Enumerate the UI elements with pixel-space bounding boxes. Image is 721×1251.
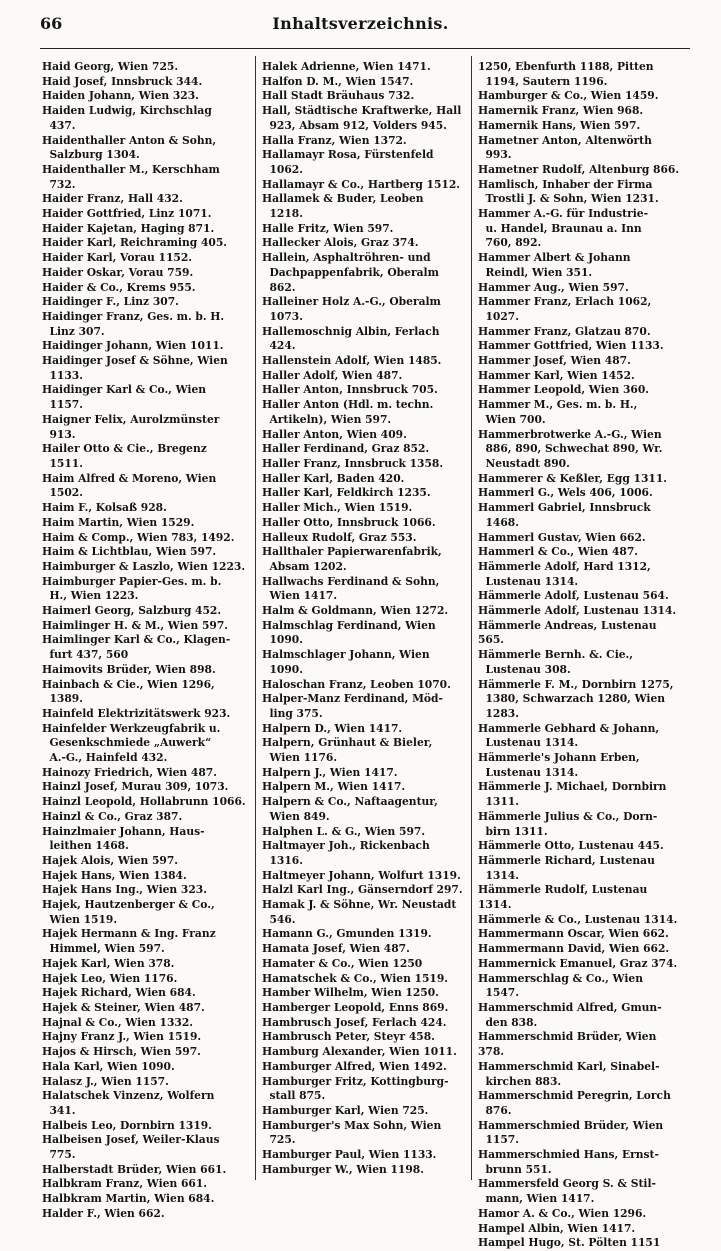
index-entry: Haller Otto, Innsbruck 1066.	[262, 515, 436, 529]
index-entry: Hamak J. & Söhne, Wr. Neustadt 546.	[262, 898, 457, 926]
index-entry: Hajek Hermann & Ing. Franz Himmel, Wien 597.	[42, 927, 216, 956]
index-entry: Halbeis Leo, Dornbirn 1319.	[42, 1118, 212, 1132]
index-entry: Haimerl Georg, Salzburg 452.	[42, 604, 222, 618]
page-number: 66	[40, 14, 63, 33]
header-rule	[40, 48, 690, 49]
index-entry: Haim & Lichtblau, Wien 597.	[42, 545, 217, 559]
index-entry: Halder F., Wien 662.	[42, 1206, 165, 1220]
index-entry: Hamernik Hans, Wien 597.	[478, 118, 641, 132]
index-entry: Hammerle Gebhard & Johann, Lustenau 1314.	[478, 721, 660, 750]
index-entry: Haider Karl, Reichraming 405.	[42, 236, 227, 250]
index-entry: Hammerl Gustav, Wien 662.	[478, 530, 646, 544]
index-entry: Hambrusch Peter, Steyr 458.	[262, 1030, 435, 1044]
index-entry: Hallecker Alois, Graz 374.	[262, 236, 419, 250]
index-entry: Halphen L. & G., Wien 597.	[262, 824, 426, 838]
index-entry: Hamber Wilhelm, Wien 1250.	[262, 986, 439, 1000]
index-entry: Haller Anton, Innsbruck 705.	[262, 383, 438, 397]
index-entry: Hamata Josef, Wien 487.	[262, 942, 410, 956]
index-entry: Hammer Aug., Wien 597.	[478, 280, 629, 294]
index-entry: Halleiner Holz A.-G., Oberalm 1073.	[262, 295, 441, 323]
index-entry: Hammer M., Ges. m. b. H., Wien 700.	[478, 398, 638, 426]
index-column-1	[42, 60, 248, 1222]
index-entry: Haimovits Brüder, Wien 898.	[42, 662, 216, 676]
index-entry: Haider Oskar, Vorau 759.	[42, 265, 194, 279]
index-entry: Haller Mich., Wien 1519.	[262, 501, 413, 515]
index-entry: Hallthaler Papierwarenfabrik, Absam 1202.	[262, 545, 442, 573]
index-entry: Hammerl Gabriel, Innsbruck 1468.	[478, 501, 651, 529]
index-entry: Hammerschmid Alfred, Gmun- den 838.	[478, 1001, 662, 1029]
column-divider-2	[471, 56, 472, 1180]
index-entry: Haloschan Franz, Leoben 1070.	[262, 677, 451, 691]
index-entry: Haller Ferdinand, Graz 852.	[262, 442, 430, 456]
index-entry: Hämmerle & Co., Lustenau 1314.	[478, 912, 678, 926]
index-entry: Hammerschmid Peregrin, Lorch 876.	[478, 1089, 671, 1117]
index-entry: Halzl Karl Ing., Gänserndorf 297.	[262, 883, 463, 897]
index-entry: Halm & Goldmann, Wien 1272.	[262, 604, 449, 618]
index-entry: Hammer Leopold, Wien 360.	[478, 383, 650, 397]
index-entry: Hajnal & Co., Wien 1332.	[42, 1015, 193, 1029]
index-entry: Haimlinger Karl & Co., Klagen- furt 437, 560	[42, 633, 231, 662]
index-entry: Hametner Anton, Altenwörth 993.	[478, 133, 652, 162]
index-entry: Hainfeld Elektrizitätswerk 923.	[42, 706, 231, 720]
index-entry: Hammermann Oscar, Wien 662.	[478, 927, 669, 941]
index-entry: Hammerschmid Brüder, Wien 378.	[478, 1030, 661, 1059]
index-entry: Hämmerle F. M., Dornbirn 1275, 1380, Schwarzach 1280, Wien 1283.	[478, 677, 674, 720]
index-entry: Hajek & Steiner, Wien 487.	[42, 1001, 205, 1014]
index-entry: Haigner Felix, Aurolzmünster 913.	[42, 412, 220, 441]
index-entry: Haider Gottfried, Linz 1071.	[42, 207, 212, 221]
index-entry: Halbkram Martin, Wien 684.	[42, 1192, 215, 1206]
index-entry: Haidenthaller Anton & Sohn, Salzburg 1304.	[42, 133, 217, 162]
index-entry: Hainzl & Co., Graz 387.	[42, 809, 183, 823]
index-entry: Haider Karl, Vorau 1152.	[42, 251, 193, 265]
index-entry: Hampel Hugo, St. Pölten 1151	[478, 1236, 661, 1250]
index-entry: Halpern & Co., Naftaagentur, Wien 849.	[262, 795, 438, 823]
index-entry: Hämmerle Richard, Lustenau 1314.	[478, 853, 655, 882]
index-entry: Hämmerle Otto, Lustenau 445.	[478, 839, 664, 853]
index-column-2	[262, 60, 468, 1177]
index-entry: Haller Karl, Baden 420.	[262, 471, 405, 485]
index-entry: Hainbach & Cie., Wien 1296, 1389.	[42, 677, 215, 706]
index-entry: Haider Franz, Hall 432.	[42, 192, 183, 206]
index-entry: Hammerschmid Karl, Sinabel- kirchen 883.	[478, 1059, 660, 1088]
index-entry: Hall, Städtische Kraftwerke, Hall 923, Absam 912, Volders 945.	[262, 104, 462, 132]
index-entry: Haidinger Karl & Co., Wien 1157.	[42, 383, 207, 412]
index-entry: Hämmerle Adolf, Lustenau 564.	[478, 589, 669, 603]
index-entry: Hajos & Hirsch, Wien 597.	[42, 1045, 201, 1059]
index-entry: Hallenstein Adolf, Wien 1485.	[262, 354, 442, 368]
index-entry: Hajek Hans Ing., Wien 323.	[42, 883, 207, 897]
index-entry: Hämmerle's Johann Erben, Lustenau 1314.	[478, 751, 640, 779]
index-entry: Hampel Albin, Wien 1417.	[478, 1221, 636, 1235]
index-entry: Hammerer & Keßler, Egg 1311.	[478, 471, 667, 485]
index-entry: Halpern, Grünhaut & Bieler, Wien 1176.	[262, 736, 433, 765]
index-entry: Hajek Leo, Wien 1176.	[42, 971, 178, 985]
index-entry: Haiden Ludwig, Kirchschlag 437.	[42, 104, 212, 132]
index-entry: Haiden Johann, Wien 323.	[42, 89, 199, 103]
index-entry: Haider Kajetan, Haging 871.	[42, 221, 215, 235]
index-entry: Hämmerle Adolf, Lustenau 1314.	[478, 604, 677, 618]
index-entry: Halmschlag Ferdinand, Wien 1090.	[262, 618, 436, 647]
index-entry: Hala Karl, Wien 1090.	[42, 1059, 175, 1073]
index-entry: Hamburg Alexander, Wien 1011.	[262, 1045, 457, 1059]
index-entry: Hamburger Paul, Wien 1133.	[262, 1148, 437, 1162]
index-entry: Hamburger & Co., Wien 1459.	[478, 89, 659, 103]
index-entry: Hammer Gottfried, Wien 1133.	[478, 339, 664, 353]
index-entry: Hämmerle J. Michael, Dornbirn 1311.	[478, 780, 667, 809]
index-entry: Halasz J., Wien 1157.	[42, 1074, 169, 1088]
index-entry: Hallwachs Ferdinand & Sohn, Wien 1417.	[262, 574, 440, 603]
index-entry: Hajek Alois, Wien 597.	[42, 853, 179, 867]
index-entry: Halla Franz, Wien 1372.	[262, 133, 407, 147]
index-entry: Hammernick Emanuel, Graz 374.	[478, 956, 678, 970]
index-entry: Hammermann David, Wien 662.	[478, 942, 670, 956]
index-entry: Haimburger Papier-Ges. m. b. H., Wien 1223.	[42, 574, 222, 603]
index-entry: Hamernik Franz, Wien 968.	[478, 104, 644, 118]
index-entry: Hainzl Josef, Murau 309, 1073.	[42, 780, 229, 794]
index-entry: Hämmerle Julius & Co., Dorn- birn 1311.	[478, 809, 658, 838]
index-entry: Haller Adolf, Wien 487.	[262, 368, 403, 382]
index-entry: Hajek Hans, Wien 1384.	[42, 868, 187, 882]
index-entry: Hammer Josef, Wien 487.	[478, 354, 631, 368]
index-entry: Halpern M., Wien 1417.	[262, 780, 406, 794]
index-entry: Hammerbrotwerke A.-G., Wien 886, 890, Schwechat 890, Wr. Neustadt 890.	[478, 427, 663, 470]
index-entry: Haidenthaller M., Kerschham 732.	[42, 162, 220, 191]
index-entry: Haid Georg, Wien 725.	[42, 60, 179, 73]
index-entry: Hammer Franz, Erlach 1062, 1027.	[478, 295, 652, 323]
index-entry: Hamburger Alfred, Wien 1492.	[262, 1059, 447, 1073]
index-entry: Hammer Karl, Wien 1452.	[478, 368, 635, 382]
index-entry: Hämmerle Adolf, Hard 1312, Lustenau 1314.	[478, 559, 651, 588]
index-entry: Haltmayer Joh., Rickenbach 1316.	[262, 839, 430, 867]
index-entry: Hammersfeld Georg S. & Stil- mann, Wien 1417.	[478, 1177, 656, 1206]
index-entry: Haller Anton (Hdl. m. techn. Artikeln), Wien 597.	[262, 398, 434, 426]
index-entry: Hammer Albert & Johann Reindl, Wien 351.	[478, 251, 631, 279]
index-entry: Haidinger F., Linz 307.	[42, 295, 179, 309]
index-entry: Hamor A. & Co., Wien 1296.	[478, 1206, 647, 1220]
index-entry: Haim Alfred & Moreno, Wien 1502.	[42, 471, 217, 500]
index-entry: Haidinger Josef & Söhne, Wien 1133.	[42, 354, 228, 382]
index-entry: Hamburger Karl, Wien 725.	[262, 1103, 429, 1117]
index-entry: Haimlinger H. & M., Wien 597.	[42, 618, 229, 632]
index-entry: Hammerschmied Hans, Ernst- brunn 551.	[478, 1148, 659, 1176]
index-entry: Haimburger & Laszlo, Wien 1223.	[42, 559, 246, 573]
index-entry: Hajek, Hautzenberger & Co., Wien 1519.	[42, 898, 215, 926]
index-entry: Hallamayr Rosa, Fürstenfeld 1062.	[262, 148, 434, 176]
index-entry: Halleux Rudolf, Graz 553.	[262, 530, 417, 544]
index-entry: Haid Josef, Innsbruck 344.	[42, 74, 203, 88]
index-entry: Haller Franz, Innsbruck 1358.	[262, 456, 444, 470]
index-entry: Hainzl Leopold, Hollabrunn 1066.	[42, 795, 246, 809]
index-entry: Hallein, Asphaltröhren- und Dachpappenfabrik, Oberalm 862.	[262, 251, 439, 294]
index-entry: Halle Fritz, Wien 597.	[262, 221, 394, 235]
index-entry: Halpern D., Wien 1417.	[262, 721, 403, 735]
index-entry: Hammerschmied Brüder, Wien 1157.	[478, 1118, 664, 1147]
index-entry: Hämmerle Rudolf, Lustenau 1314.	[478, 883, 652, 912]
index-entry: Haller Karl, Feldkirch 1235.	[262, 486, 431, 500]
index-entry: Hammerl G., Wels 406, 1006.	[478, 486, 653, 500]
index-entry: Haidinger Franz, Ges. m. b. H. Linz 307.	[42, 309, 225, 338]
index-entry: Hammer A.-G. für Industrie- u. Handel, Braunau a. Inn 760, 892.	[478, 207, 649, 250]
index-entry: Haidinger Johann, Wien 1011.	[42, 339, 224, 353]
index-entry: Haim F., Kolsaß 928.	[42, 501, 167, 515]
index-entry: Halek Adrienne, Wien 1471.	[262, 60, 431, 73]
index-entry: Hamlisch, Inhaber der Firma Trostli J. & Sohn, Wien 1231.	[478, 177, 659, 206]
index-entry: Hailer Otto & Cie., Bregenz 1511.	[42, 442, 207, 470]
index-entry: Halfon D. M., Wien 1547.	[262, 74, 414, 88]
column-divider-1	[255, 56, 256, 1180]
index-entry: Halpern J., Wien 1417.	[262, 765, 398, 779]
index-entry: Hämmerle Bernh. &. Cie., Lustenau 308.	[478, 648, 633, 676]
index-entry: Hambrusch Josef, Ferlach 424.	[262, 1015, 447, 1029]
index-entry: Hämmerle Andreas, Lustenau 565.	[478, 618, 661, 647]
index-entry: Halbeisen Josef, Weiler-Klaus 775.	[42, 1133, 220, 1162]
index-entry: Haider & Co., Krems 955.	[42, 280, 196, 294]
index-entry: Hajek Richard, Wien 684.	[42, 986, 196, 1000]
page-header	[0, 0, 721, 40]
index-entry: Halmschlager Johann, Wien 1090.	[262, 648, 430, 676]
index-entry: Hajek Karl, Wien 378.	[42, 956, 175, 970]
index-entry: Halatschek Vinzenz, Wolfern 341.	[42, 1089, 215, 1117]
index-entry: Hamann G., Gmunden 1319.	[262, 927, 432, 941]
index-entry: Hall Stadt Bräuhaus 732.	[262, 89, 415, 103]
page-title: Inhaltsverzeichnis.	[272, 14, 449, 33]
index-column-3	[478, 60, 684, 1251]
index-entry: Haim & Comp., Wien 783, 1492.	[42, 530, 235, 544]
index-entry: Hallemoschnig Albin, Ferlach 424.	[262, 324, 440, 353]
index-entry: Hammerl & Co., Wien 487.	[478, 545, 639, 559]
index-entry: Hammerschlag & Co., Wien 1547.	[478, 971, 643, 1000]
index-entry: Haller Anton, Wien 409.	[262, 427, 407, 441]
index-entry: Hainfelder Werkzeugfabrik u. Gesenkschmiede „Auwerk“ A.-G., Hainfeld 432.	[42, 721, 221, 765]
index-entry: Haim Martin, Wien 1529.	[42, 515, 195, 529]
index-entry: Hamburger Fritz, Kottingburg- stall 875.	[262, 1074, 449, 1103]
index-entry: Hajny Franz J., Wien 1519.	[42, 1030, 202, 1044]
index-entry: Hallamek & Buder, Leoben 1218.	[262, 192, 424, 221]
index-entry: Halper-Manz Ferdinand, Möd- ling 375.	[262, 692, 443, 720]
index-entry: Hammer Franz, Glatzau 870.	[478, 324, 651, 338]
index-entry: Halbkram Franz, Wien 661.	[42, 1177, 207, 1191]
index-entry: Hainozy Friedrich, Wien 487.	[42, 765, 217, 779]
index-entry: Hainzlmaier Johann, Haus- leithen 1468.	[42, 824, 205, 853]
index-entry: Hamberger Leopold, Enns 869.	[262, 1001, 449, 1014]
index-entry: Hametner Rudolf, Altenburg 866.	[478, 162, 680, 176]
index-entry: Hamburger W., Wien 1198.	[262, 1162, 424, 1176]
index-entry: Hallamayr & Co., Hartberg 1512.	[262, 177, 460, 191]
index-entry: Halberstadt Brüder, Wien 661.	[42, 1162, 227, 1176]
index-entry: Hamater & Co., Wien 1250	[262, 956, 423, 970]
index-entry: Haltmeyer Johann, Wolfurt 1319.	[262, 868, 461, 882]
index-entry: 1250, Ebenfurth 1188, Pitten 1194, Sautern 1196.	[478, 60, 654, 88]
index-entry: Hamburger's Max Sohn, Wien 725.	[262, 1118, 442, 1147]
index-entry: Hamatschek & Co., Wien 1519.	[262, 971, 449, 985]
